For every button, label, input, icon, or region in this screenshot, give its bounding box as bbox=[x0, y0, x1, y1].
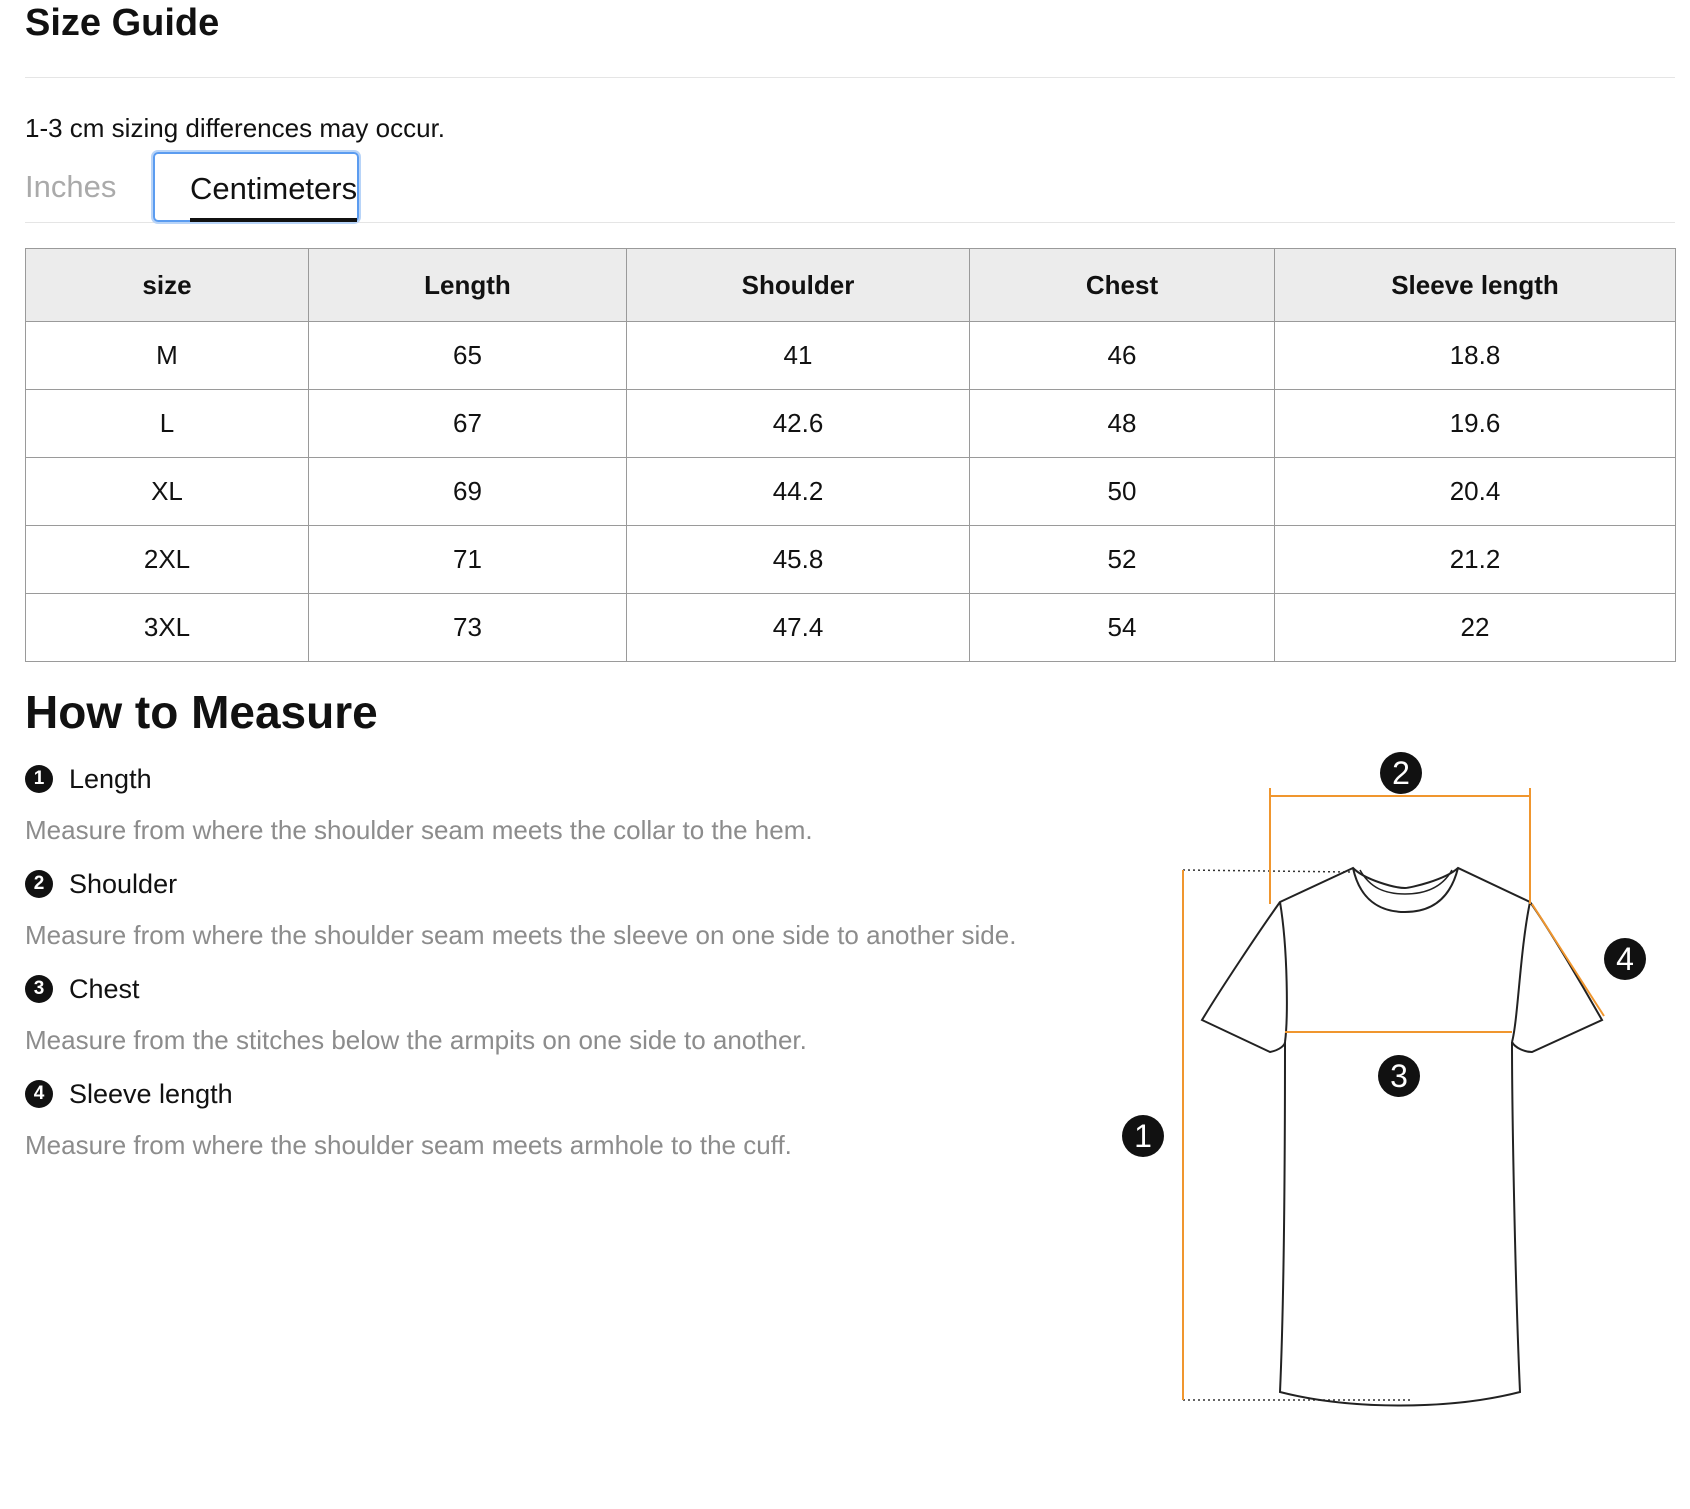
length-top-guide bbox=[1183, 870, 1350, 872]
header-shoulder: Shoulder bbox=[627, 249, 970, 322]
table-cell: 41 bbox=[627, 322, 970, 390]
number-badge: 3 bbox=[25, 975, 53, 1003]
table-cell: 47.4 bbox=[627, 594, 970, 662]
measure-label: Length bbox=[69, 764, 152, 794]
measure-label: Chest bbox=[69, 974, 140, 1004]
marker-sleeve: 4 bbox=[1604, 938, 1646, 980]
table-row bbox=[26, 390, 1676, 458]
table-cell: 2XL bbox=[26, 526, 309, 594]
table-cell: 67 bbox=[309, 390, 627, 458]
unit-tabs bbox=[25, 152, 1675, 223]
number-badge: 1 bbox=[25, 765, 53, 793]
tab-centimeters[interactable] bbox=[153, 152, 359, 222]
sizing-note: 1-3 cm sizing differences may occur. bbox=[25, 113, 446, 143]
measure-description: Measure from where the shoulder seam meets armhole to the cuff. bbox=[25, 1130, 792, 1160]
measure-list bbox=[25, 762, 1125, 1182]
size-table bbox=[25, 248, 1676, 662]
number-badge: 4 bbox=[25, 1080, 53, 1108]
page-title: Size Guide bbox=[25, 2, 220, 44]
tshirt-diagram bbox=[1120, 755, 1680, 1460]
title-divider bbox=[25, 77, 1675, 78]
how-to-measure-title: How to Measure bbox=[25, 686, 378, 738]
measure-item-chest bbox=[25, 972, 1125, 1077]
table-cell: 3XL bbox=[26, 594, 309, 662]
table-cell: 73 bbox=[309, 594, 627, 662]
table-cell: 71 bbox=[309, 526, 627, 594]
table-row bbox=[26, 526, 1676, 594]
table-cell: 65 bbox=[309, 322, 627, 390]
header-chest: Chest bbox=[970, 249, 1275, 322]
left-armhole bbox=[1280, 902, 1287, 1042]
header-length: Length bbox=[309, 249, 627, 322]
sleeve-line bbox=[1532, 904, 1604, 1016]
marker-length: 1 bbox=[1122, 1115, 1164, 1157]
measure-label: Shoulder bbox=[69, 869, 178, 899]
active-tab-indicator bbox=[190, 218, 357, 222]
measure-description: Measure from where the shoulder seam meets the collar to the hem. bbox=[25, 815, 813, 845]
header-sleeve-length: Sleeve length bbox=[1275, 249, 1676, 322]
table-cell: 20.4 bbox=[1275, 458, 1676, 526]
number-badge: 2 bbox=[25, 870, 53, 898]
table-row bbox=[26, 322, 1676, 390]
tshirt-outline bbox=[1202, 868, 1602, 1406]
tshirt-measurement-icon bbox=[1120, 780, 1680, 1460]
tab-inches-label: Inches bbox=[25, 169, 117, 204]
table-cell: L bbox=[26, 390, 309, 458]
table-cell: 42.6 bbox=[627, 390, 970, 458]
table-cell: 18.8 bbox=[1275, 322, 1676, 390]
measure-item-shoulder bbox=[25, 867, 1125, 972]
marker-chest: 3 bbox=[1378, 1055, 1420, 1097]
measure-label: Sleeve length bbox=[69, 1079, 233, 1109]
table-cell: 21.2 bbox=[1275, 526, 1676, 594]
table-row bbox=[26, 458, 1676, 526]
collar-outer bbox=[1353, 868, 1458, 912]
table-row bbox=[26, 594, 1676, 662]
table-header-row bbox=[26, 249, 1676, 322]
table-cell: 22 bbox=[1275, 594, 1676, 662]
measure-description: Measure from where the shoulder seam meets the sleeve on one side to another side. bbox=[25, 920, 1017, 950]
table-cell: M bbox=[26, 322, 309, 390]
table-cell: 54 bbox=[970, 594, 1275, 662]
tab-inches[interactable] bbox=[25, 152, 116, 222]
table-cell: 69 bbox=[309, 458, 627, 526]
marker-shoulder: 2 bbox=[1380, 752, 1422, 794]
measure-description: Measure from the stitches below the armpits on one side to another. bbox=[25, 1025, 807, 1055]
header-size: size bbox=[26, 249, 309, 322]
measure-item-length bbox=[25, 762, 1125, 867]
table-cell: 50 bbox=[970, 458, 1275, 526]
table-cell: 44.2 bbox=[627, 458, 970, 526]
table-cell: 48 bbox=[970, 390, 1275, 458]
right-armhole bbox=[1512, 902, 1530, 1042]
table-cell: XL bbox=[26, 458, 309, 526]
table-cell: 45.8 bbox=[627, 526, 970, 594]
tab-centimeters-label: Centimeters bbox=[190, 171, 358, 206]
table-cell: 52 bbox=[970, 526, 1275, 594]
table-cell: 19.6 bbox=[1275, 390, 1676, 458]
measure-item-sleeve-length bbox=[25, 1077, 1125, 1182]
collar-inner bbox=[1360, 870, 1452, 894]
table-cell: 46 bbox=[970, 322, 1275, 390]
